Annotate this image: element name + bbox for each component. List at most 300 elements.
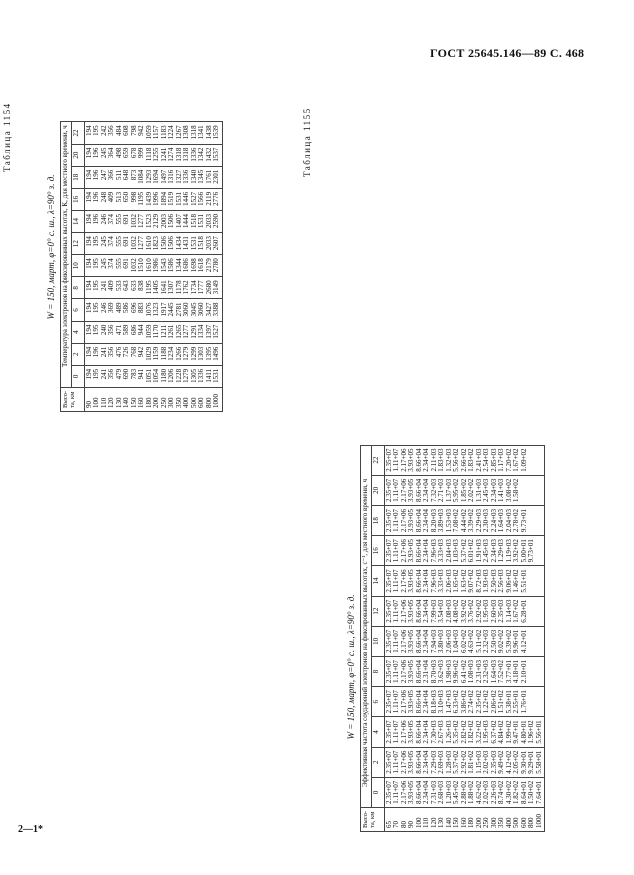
- table-cell: 194: [84, 324, 93, 336]
- table-cell: 356: [107, 368, 115, 380]
- table-cell: 1.67+02: [512, 448, 520, 472]
- table-cell: 9.02+02: [497, 629, 505, 653]
- value-column: [384, 475, 545, 505]
- table-cell: 5.58+01: [534, 750, 543, 774]
- value-column: [384, 596, 545, 626]
- table-cell: 1.98+03: [444, 659, 453, 684]
- table-cell: 3.33+03: [437, 539, 445, 563]
- table-cell: 2.35+07: [384, 448, 393, 472]
- table-cell: 3.93+05: [407, 478, 415, 502]
- table-cell: 1224: [167, 125, 175, 140]
- table-cell: 1.99+02: [504, 720, 513, 744]
- table-cell: 1537: [212, 147, 220, 162]
- table-cell: 8.66+04: [414, 690, 423, 714]
- table-cell: 1261: [167, 324, 175, 339]
- table-cell: 7.30+03: [429, 720, 438, 744]
- table-cell: 1228: [174, 368, 183, 383]
- value-column: [84, 210, 222, 232]
- table-cell: 1183: [159, 125, 168, 140]
- height-cell: 200: [474, 817, 483, 828]
- height-cell: 80: [399, 821, 408, 828]
- table-cell: 2.31+03: [474, 659, 483, 684]
- table-cell: 2179: [204, 258, 213, 273]
- table-cell: 2.17+06: [399, 720, 408, 744]
- table-cell: 246: [99, 302, 108, 313]
- table-cell: 194: [84, 236, 93, 247]
- table-cell: 9.96+02: [452, 659, 460, 684]
- table-cell: 3.54+03: [437, 599, 445, 623]
- table-cell: 196: [92, 147, 100, 159]
- table-cell: 1051: [144, 368, 153, 383]
- table-cell: 1405: [152, 280, 160, 295]
- table-cell: 2.08+03: [444, 599, 453, 623]
- table-cell: 2.04+03: [504, 508, 513, 533]
- height-cell: 180: [467, 817, 475, 828]
- table-cell: 2003: [159, 213, 168, 228]
- table-cell: 1.83+02: [467, 448, 475, 472]
- column-header: 20: [371, 475, 384, 505]
- table-cell: 1265: [174, 324, 183, 339]
- table-cell: 245: [99, 258, 108, 269]
- value-column: [384, 777, 545, 807]
- height-cell: 800: [204, 397, 213, 408]
- column-header: 14: [71, 210, 84, 232]
- table-cell: 1543: [159, 258, 168, 273]
- table-cell: 4.30+02: [504, 780, 513, 804]
- table-cell: 4.08+02: [452, 599, 460, 623]
- table-cell: 1.04+03: [452, 629, 460, 653]
- table-cell: 8.66+04: [414, 569, 423, 593]
- column-header: 16: [71, 188, 84, 210]
- table-cell: 783: [129, 368, 138, 380]
- table-cell: 1641: [159, 280, 168, 295]
- table-cell: 8.72+03: [474, 569, 483, 593]
- table-cell: 2.35+07: [384, 780, 393, 804]
- table-cell: 9.73+01: [519, 508, 528, 533]
- table-cell: 873: [129, 169, 138, 181]
- table-cell: 1.11+07: [392, 720, 400, 744]
- column-header: 18: [371, 505, 384, 535]
- table-cell: 8.74+02: [497, 780, 505, 804]
- page-footer: 2—1*: [18, 824, 43, 835]
- table-cell: 5.39+02: [504, 629, 513, 653]
- table-cell: 3.10+03: [437, 690, 445, 714]
- height-cell: 110: [422, 817, 430, 828]
- table-cell: 998: [129, 191, 138, 203]
- value-column: [84, 255, 222, 277]
- table-cell: 1.65+02: [452, 569, 460, 593]
- table-cell: 2.34+04: [422, 629, 430, 653]
- table-cell: 999: [137, 147, 145, 159]
- table-cell: 1344: [174, 258, 183, 273]
- table-1155-corner: Высо- та, км: [361, 807, 385, 831]
- table-cell: 7.32+03: [429, 478, 438, 502]
- table-cell: 2.32+03: [482, 659, 490, 684]
- table-cell: 1336: [189, 147, 198, 162]
- table-cell: 1277: [182, 324, 190, 339]
- table-1154-group-header: Температура электронов на фиксированных высотах, К, для местного времени, ч: [61, 122, 72, 388]
- table-cell: 3.93+05: [407, 508, 415, 533]
- table-cell: 555: [114, 258, 123, 269]
- table-cell: 1527: [189, 191, 198, 206]
- table-cell: 1059: [144, 324, 153, 339]
- column-header: 0: [71, 365, 84, 387]
- table-cell: 8.66+04: [414, 508, 423, 533]
- table-cell: 241: [99, 280, 108, 291]
- table-cell: 1777: [197, 280, 205, 295]
- height-cell: 140: [444, 817, 453, 828]
- table-cell: 5.11+02: [474, 629, 483, 653]
- table-cell: 2.17+06: [399, 478, 408, 502]
- height-cell: 600: [519, 817, 528, 828]
- table-cell: 1032: [129, 258, 138, 273]
- table-cell: 7.96+03: [429, 539, 438, 563]
- table-cell: 7.64+01: [534, 780, 543, 804]
- table-cell: 2.34+04: [422, 478, 430, 502]
- table-cell: 1407: [174, 213, 183, 228]
- table-cell: 3388: [212, 302, 220, 317]
- table-cell: 1308: [182, 125, 190, 140]
- table-cell: 8.70+03: [429, 659, 438, 684]
- height-cell: 250: [482, 817, 490, 828]
- table-cell: 1686: [182, 258, 190, 273]
- table-cell: 1.88+02: [467, 780, 475, 804]
- table-cell: 9.73+01: [527, 539, 535, 563]
- table-cell: 2.92+02: [474, 599, 483, 623]
- table-cell: 1.96+02: [527, 720, 535, 744]
- table-cell: 2.10+01: [519, 659, 528, 684]
- table-cell: 1506: [167, 213, 175, 228]
- table-cell: 1.20+03: [444, 780, 453, 804]
- table-cell: 586: [122, 302, 130, 313]
- table-cell: 5.56+01: [534, 720, 543, 744]
- column-header: 10: [71, 255, 84, 277]
- table-cell: 195: [92, 302, 100, 313]
- table-cell: 1.63+02: [459, 569, 468, 593]
- height-cell: 70: [392, 821, 400, 828]
- table-cell: 691: [122, 213, 130, 225]
- table-cell: 1118: [144, 147, 153, 162]
- table-cell: 1.50+02: [527, 780, 535, 804]
- table-cell: 3.39+02: [467, 508, 475, 533]
- table-cell: 1.46+02: [512, 569, 520, 593]
- table-cell: 1.08+03: [467, 659, 475, 684]
- value-column: [384, 626, 545, 656]
- table-cell: 2.88+02: [459, 780, 468, 804]
- table-cell: 9.47+01: [512, 720, 520, 744]
- table-cell: 5.51+01: [519, 569, 528, 593]
- table-cell: 2.35+07: [384, 720, 393, 744]
- table-cell: 4.63+02: [467, 629, 475, 653]
- height-cell: 350: [497, 817, 505, 828]
- table-cell: 2.29+03: [474, 508, 483, 533]
- table-cell: 8.66+04: [414, 659, 423, 684]
- table-cell: 2.35+07: [384, 750, 393, 774]
- table-cell: 798: [129, 125, 138, 136]
- table-cell: 1395: [204, 346, 213, 361]
- table-cell: 194: [84, 169, 93, 181]
- table-cell: 1.95+03: [482, 599, 490, 623]
- table-cell: 8.66+04: [414, 720, 423, 744]
- height-cell: 180: [144, 397, 153, 408]
- table-cell: 678: [129, 147, 138, 159]
- table-cell: 1340: [189, 169, 198, 184]
- column-header: 18: [71, 166, 84, 188]
- table-cell: 2.17+06: [399, 448, 408, 472]
- table-cell: 1397: [204, 324, 213, 339]
- table-cell: 2.41+03: [474, 448, 483, 472]
- table-cell: 2.17+06: [399, 690, 408, 714]
- table-cell: 589: [122, 324, 130, 336]
- table-cell: 2.26+03: [489, 780, 498, 804]
- table-cell: 3.93+05: [407, 750, 415, 774]
- value-column: [84, 188, 222, 210]
- table-cell: 2.78+02: [512, 508, 520, 533]
- table-cell: 1266: [174, 346, 183, 361]
- table-cell: 1.91+03: [474, 539, 483, 563]
- table-cell: 6.37+02: [489, 720, 498, 744]
- table-cell: 3.93+05: [407, 720, 415, 744]
- height-column: [384, 807, 545, 831]
- value-column: [84, 277, 222, 299]
- table-cell: 3.62+03: [437, 659, 445, 684]
- table-cell: 8.66+04: [414, 448, 423, 472]
- table-cell: 1195: [137, 191, 145, 206]
- height-cell: 600: [197, 397, 205, 408]
- table-cell: 1.53+03: [444, 508, 453, 533]
- table-cell: 4.12+02: [504, 750, 513, 774]
- table-cell: 2.35+07: [384, 539, 393, 563]
- table-cell: 3.93+05: [407, 690, 415, 714]
- table-cell: 9.06+02: [504, 569, 513, 593]
- table-cell: 247: [99, 169, 108, 181]
- column-header: 20: [71, 144, 84, 166]
- table-cell: 3.92+02: [512, 539, 520, 563]
- table-cell: 2.17+06: [399, 599, 408, 623]
- table-cell: 1434: [174, 236, 183, 251]
- height-cell: 90: [84, 401, 93, 408]
- table-cell: 1519: [167, 191, 175, 206]
- table-cell: 1.11+07: [392, 629, 400, 653]
- height-cell: 250: [159, 397, 168, 408]
- table-cell: 1277: [137, 213, 145, 228]
- table-cell: 3.89+03: [437, 508, 445, 533]
- table-cell: 2.17+06: [399, 539, 408, 563]
- table-cell: 1.64+03: [489, 659, 498, 684]
- table-cell: 942: [137, 125, 145, 136]
- table-cell: 1076: [144, 302, 153, 317]
- table-cell: 1518: [197, 236, 205, 251]
- table-cell: 686: [129, 324, 138, 336]
- table-cell: 1157: [152, 125, 160, 140]
- table-cell: 245: [99, 147, 108, 159]
- table-cell: 2.02+02: [467, 478, 475, 502]
- table-cell: 1234: [167, 346, 175, 361]
- table-cell: 1.11+07: [392, 569, 400, 593]
- table-cell: 650: [122, 191, 130, 203]
- table-cell: 1527: [212, 324, 220, 339]
- table-cell: 883: [137, 302, 145, 313]
- height-cell: 500: [189, 397, 198, 408]
- table-cell: 1.15+03: [474, 750, 483, 774]
- value-column: [384, 445, 545, 475]
- value-column: [384, 687, 545, 717]
- table-1155-group-header: Эффективная частота соударений электронов на фиксированных высотах, с⁻¹, для местного времени, ч: [361, 445, 372, 807]
- table-cell: 1303: [197, 346, 205, 361]
- table-cell: 9.96+01: [512, 629, 520, 653]
- table-cell: 1195: [144, 280, 153, 295]
- table-cell: 1274: [167, 147, 175, 162]
- table-cell: 374: [107, 258, 115, 269]
- table-cell: 1496: [212, 346, 220, 361]
- table-cell: 1762: [182, 280, 190, 295]
- table-cell: 3.92+02: [459, 599, 468, 623]
- table-cell: 2.92+02: [459, 750, 468, 774]
- table-cell: 1323: [152, 302, 160, 317]
- table-cell: 195: [92, 280, 100, 291]
- table-cell: 633: [129, 280, 138, 291]
- table-cell: 194: [84, 191, 93, 203]
- table-cell: 4.44+02: [459, 508, 468, 533]
- table-cell: 1.19+03: [504, 539, 513, 563]
- value-column: [384, 505, 545, 535]
- table-cell: 2.35+02: [474, 690, 483, 714]
- table-cell: 194: [84, 125, 93, 136]
- table-cell: 3.93+05: [407, 629, 415, 653]
- table-cell: 2.35+07: [384, 659, 393, 684]
- height-cell: 120: [107, 397, 115, 408]
- table-cell: 2.06+03: [444, 569, 453, 593]
- table-cell: 2.85+03: [489, 448, 498, 472]
- table-cell: 1894: [159, 191, 168, 206]
- table-cell: 242: [99, 125, 108, 136]
- table-cell: 2445: [167, 302, 175, 317]
- table-cell: 3.93+05: [407, 569, 415, 593]
- table-cell: 1.51+02: [497, 690, 505, 714]
- table-cell: 366: [107, 169, 115, 181]
- table-cell: 1342: [197, 147, 205, 162]
- table-cell: 1566: [197, 191, 205, 206]
- table-cell: 1279: [182, 368, 190, 383]
- height-column: [84, 387, 222, 411]
- table-cell: 1698: [189, 258, 198, 273]
- table-cell: 1255: [152, 147, 160, 162]
- table-cell: 2781: [174, 302, 183, 317]
- table-cell: 838: [137, 280, 145, 291]
- table-cell: 1.03+03: [452, 539, 460, 563]
- table-cell: 356: [107, 324, 115, 336]
- table-cell: 241: [99, 368, 108, 380]
- table-cell: 1.29+03: [497, 539, 505, 563]
- table-cell: 3.33+03: [437, 569, 445, 593]
- table-cell: 1341: [197, 125, 205, 140]
- table-cell: 2.50+03: [489, 569, 498, 593]
- table-cell: 3.76+02: [467, 599, 475, 623]
- value-column: [384, 536, 545, 566]
- table-cell: 2.17+06: [399, 508, 408, 533]
- height-cell: 350: [174, 397, 183, 408]
- height-cell: 100: [92, 397, 100, 408]
- table-cell: 2.34+04: [422, 448, 430, 472]
- table-cell: 2.67+03: [437, 720, 445, 744]
- table-cell: 696: [129, 302, 138, 313]
- table-cell: 3.22+02: [474, 720, 483, 744]
- table-cell: 248: [99, 191, 108, 203]
- table-cell: 6.28+01: [519, 599, 528, 623]
- table-cell: 195: [92, 324, 100, 336]
- table-cell: 3.93+05: [407, 448, 415, 472]
- table-cell: 944: [137, 324, 145, 336]
- table-cell: 1444: [182, 213, 190, 228]
- table-cell: 1.11+07: [392, 508, 400, 532]
- table-cell: 2.69+03: [437, 750, 445, 774]
- table-cell: 2.34+03: [489, 539, 498, 563]
- table-cell: 5.95+02: [452, 478, 460, 502]
- table-cell: 511: [114, 169, 123, 180]
- table-cell: 1.82+02: [512, 780, 520, 804]
- table-cell: 3.08+02: [504, 478, 513, 502]
- table-cell: 8.64+01: [519, 780, 528, 804]
- table-cell: 471: [114, 324, 123, 336]
- table-1154-label: Таблица 1154: [2, 102, 12, 172]
- table-cell: 1.32+03: [444, 448, 453, 472]
- table-cell: 498: [114, 147, 123, 159]
- table-1154-corner: Высо- та, км: [61, 387, 85, 411]
- height-cell: 90: [407, 821, 415, 828]
- table-cell: 2.74+02: [467, 690, 475, 714]
- table-cell: 3427: [204, 302, 213, 317]
- height-cell: 150: [129, 397, 138, 408]
- table-cell: 2780: [212, 258, 220, 273]
- table-cell: 5.38+01: [504, 690, 513, 714]
- table-cell: 1586: [167, 258, 175, 273]
- table-cell: 195: [92, 236, 100, 247]
- table-cell: 1241: [159, 147, 168, 162]
- table-cell: 195: [92, 258, 100, 269]
- table-cell: 1206: [167, 368, 175, 383]
- value-column: [384, 566, 545, 596]
- table-cell: 1510: [137, 258, 145, 273]
- table-cell: 691: [122, 258, 130, 269]
- table-cell: 1084: [137, 169, 145, 184]
- column-header: 4: [371, 717, 384, 747]
- table-cell: 1291: [189, 324, 198, 339]
- table-cell: 1299: [189, 346, 198, 361]
- table-cell: 2.35+07: [384, 569, 393, 593]
- table-cell: 3.86+02: [459, 690, 468, 714]
- table-cell: 2.35+07: [384, 508, 393, 533]
- table-cell: 356: [107, 346, 115, 358]
- table-cell: 6.41+02: [459, 659, 468, 684]
- table-cell: 196: [92, 346, 100, 358]
- table-cell: 8.66+04: [414, 780, 423, 804]
- height-cell: 110: [99, 397, 108, 408]
- table-cell: 2119: [204, 191, 213, 206]
- table-cell: 6.02+02: [459, 629, 468, 653]
- table-cell: 194: [84, 280, 93, 291]
- table-cell: 1431: [182, 236, 190, 251]
- table-cell: 7.96+03: [429, 569, 438, 593]
- table-cell: 484: [114, 125, 123, 136]
- table-cell: 2.17+06: [399, 629, 408, 653]
- table-cell: 9.30+01: [519, 750, 528, 774]
- table-cell: 489: [114, 302, 123, 313]
- column-header: 12: [371, 596, 384, 626]
- table-cell: 1307: [167, 280, 175, 295]
- table-cell: 1506: [159, 236, 168, 251]
- table-cell: 3060: [182, 302, 190, 317]
- table-cell: 1.11+07: [392, 448, 400, 472]
